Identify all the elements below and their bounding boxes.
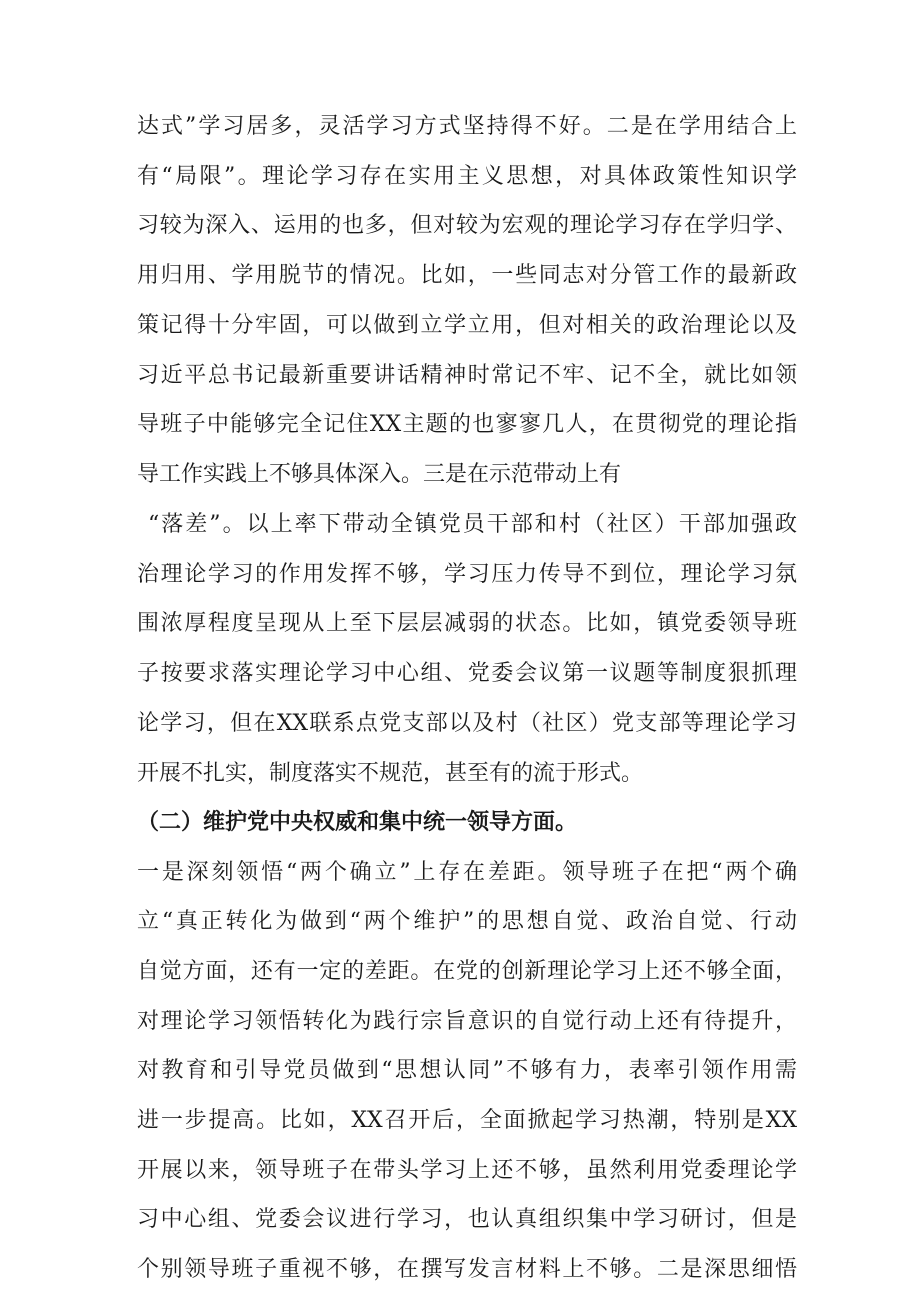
- text-line-2: 有“局限”。理论学习存在实用主义思想，对具体政策性知识学: [137, 164, 797, 189]
- text-line-17: 立“真正转化为做到“两个维护”的思想自觉、政治自觉、行动: [137, 909, 797, 934]
- text-line-11: 围浓厚程度呈现从上至下层层减弱的状态。比如，镇党委领导班: [137, 611, 797, 636]
- text-line-5: 策记得十分牢固，可以做到立学立用，但对相关的政治理论以及: [137, 313, 797, 338]
- text-line-16: 一是深刻领悟“两个确立”上存在差距。领导班子在把“两个确: [137, 860, 797, 885]
- text-line-23: 习中心组、党委会议进行学习，也认真组织集中学习研讨，但是: [137, 1207, 797, 1232]
- text-line-22: 开展以来，领导班子在带头学习上还不够，虽然利用党委理论学: [137, 1158, 797, 1183]
- text-line-1: 达式”学习居多，灵活学习方式坚持得不好。二是在学用结合上: [137, 114, 797, 139]
- text-line-6: 习近平总书记最新重要讲话精神时常记不牢、记不全，就比如领: [137, 363, 797, 388]
- text-line-18: 自觉方面，还有一定的差距。在党的创新理论学习上还不够全面，: [137, 959, 797, 984]
- text-line-24: 个别领导班子重视不够，在撰写发言材料上不够。二是深思细悟: [137, 1257, 797, 1282]
- text-line-8: 导工作实践上不够具体深入。三是在示范带动上有: [137, 462, 622, 487]
- text-line-19: 对理论学习领悟转化为践行宗旨意识的自觉行动上还有待提升，: [137, 1009, 797, 1034]
- text-line-7: 导班子中能够完全记住XX主题的也寥寥几人，在贯彻党的理论指: [137, 412, 797, 437]
- text-line-20: 对教育和引导党员做到“思想认同”不够有力，表率引领作用需: [137, 1058, 797, 1083]
- text-line-14: 开展不扎实，制度落实不规范，甚至有的流于形式。: [137, 761, 644, 786]
- text-line-13: 论学习，但在XX联系点党支部以及村（社区）党支部等理论学习: [137, 711, 797, 736]
- text-line-4: 用归用、学用脱节的情况。比如，一些同志对分管工作的最新政: [137, 263, 797, 288]
- text-line-12: 子按要求落实理论学习中心组、党委会议第一议题等制度狠抓理: [137, 661, 797, 686]
- text-line-10: 治理论学习的作用发挥不够，学习压力传导不到位，理论学习氛: [137, 562, 797, 587]
- text-line-9: “落差”。以上率下带动全镇党员干部和村（社区）干部加强政: [148, 512, 797, 537]
- text-line-3: 习较为深入、运用的也多，但对较为宏观的理论学习存在学归学、: [137, 213, 797, 238]
- text-line-21: 进一步提高。比如，XX召开后，全面掀起学习热潮，特别是XX: [137, 1108, 797, 1133]
- section-heading: （二）维护党中央权威和集中统一领导方面。: [137, 810, 578, 835]
